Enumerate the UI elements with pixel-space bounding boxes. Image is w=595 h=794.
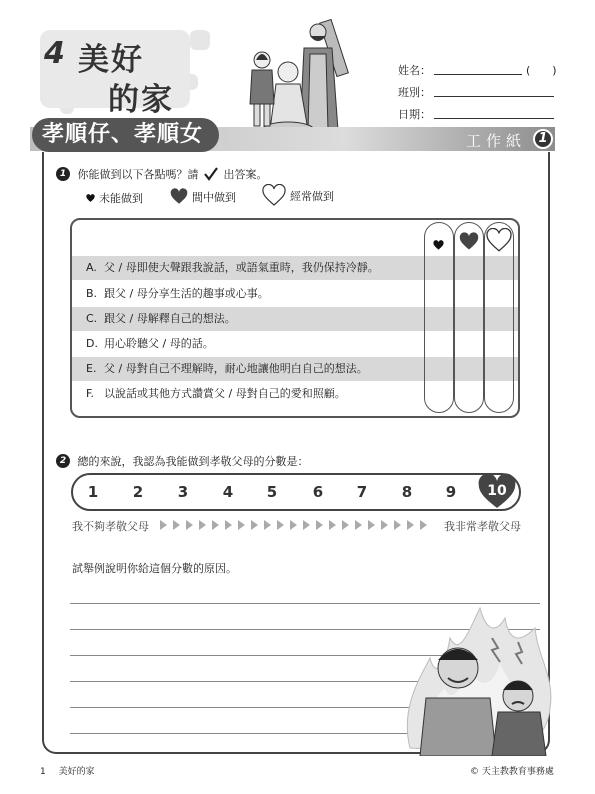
scale-left-label: 我不夠孝敬父母 bbox=[72, 520, 149, 533]
legend-label: 間中做到 bbox=[192, 191, 236, 204]
score-4[interactable]: 4 bbox=[222, 483, 234, 501]
class-line bbox=[434, 96, 554, 97]
chapter-title-line2: 的家 bbox=[108, 82, 174, 118]
class-number-paren: ( ) bbox=[526, 64, 557, 77]
reason-prompt: 試舉例說明你給這個分數的原因。 bbox=[72, 562, 237, 575]
legend-label: 經常做到 bbox=[290, 190, 334, 203]
scale-arrows bbox=[160, 518, 433, 530]
banner-title: 孝順仔、孝順女 bbox=[32, 118, 219, 152]
chapter-number: 4 bbox=[44, 36, 65, 71]
row-text: 跟父 / 母解釋自己的想法。 bbox=[104, 312, 236, 325]
class-field[interactable] bbox=[398, 84, 431, 100]
date-label: 日期： bbox=[398, 108, 431, 121]
row-letter: F. bbox=[86, 387, 95, 400]
row-letter: C. bbox=[86, 312, 98, 325]
row-letter: E. bbox=[86, 362, 97, 375]
decorative-square bbox=[190, 30, 210, 50]
question2-number: 2 bbox=[56, 454, 70, 468]
score-10-label: 10 bbox=[487, 483, 507, 499]
question1-text-tail: 出答案。 bbox=[223, 168, 268, 181]
question2-text: 總的來說，我認為我能做到孝敬父母的分數是： bbox=[77, 455, 309, 468]
filled-heart-icon bbox=[170, 188, 188, 206]
row-letter: A. bbox=[86, 261, 97, 274]
footer-left bbox=[40, 764, 95, 777]
row-letter: B. bbox=[86, 287, 98, 300]
date-field[interactable] bbox=[398, 106, 431, 122]
row-text: 跟父 / 母分享生活的趣事或心事。 bbox=[104, 287, 269, 300]
name-field[interactable] bbox=[398, 62, 557, 78]
score-6[interactable]: 6 bbox=[312, 483, 324, 501]
row-text: 以說話或其他方式讚賞父 / 母對自己的愛和照顧。 bbox=[104, 387, 346, 400]
question2-prompt bbox=[56, 453, 309, 469]
legend-item-often bbox=[262, 184, 334, 208]
score-3[interactable]: 3 bbox=[177, 483, 189, 501]
family-illustration bbox=[238, 18, 358, 142]
row-text: 父 / 母對自己不理解時，耐心地讓他明白自己的想法。 bbox=[104, 362, 368, 375]
score-2[interactable]: 2 bbox=[132, 483, 144, 501]
score-5[interactable]: 5 bbox=[266, 483, 278, 501]
question1-number: 1 bbox=[56, 167, 70, 181]
score-10[interactable] bbox=[477, 473, 517, 511]
small-heart-icon bbox=[86, 194, 95, 203]
scale-right-label: 我非常孝敬父母 bbox=[444, 520, 521, 533]
row-letter: D. bbox=[86, 337, 98, 350]
angry-family-illustration bbox=[400, 598, 560, 756]
legend-item-sometimes bbox=[170, 188, 236, 206]
class-label: 班別： bbox=[398, 86, 431, 99]
outline-heart-icon bbox=[486, 228, 512, 254]
score-9[interactable]: 9 bbox=[445, 483, 457, 501]
question1-prompt bbox=[56, 166, 268, 182]
outline-heart-icon bbox=[262, 184, 286, 208]
small-heart-icon bbox=[433, 240, 444, 251]
worksheet-number: 1 bbox=[533, 129, 553, 149]
filled-heart-icon bbox=[459, 232, 479, 252]
date-line bbox=[434, 118, 554, 119]
legend-label: 未能做到 bbox=[99, 192, 143, 205]
score-7[interactable]: 7 bbox=[356, 483, 368, 501]
book-title: 美好的家 bbox=[58, 767, 95, 777]
chapter-title-line1: 美好 bbox=[78, 42, 144, 78]
checkmark-icon bbox=[204, 167, 218, 181]
score-8[interactable]: 8 bbox=[401, 483, 413, 501]
name-label: 姓名： bbox=[398, 64, 431, 77]
footer-copyright: © 天主教教育事務處 bbox=[470, 767, 554, 777]
legend-item-not-yet bbox=[86, 190, 143, 206]
row-text: 父 / 母即使大聲跟我說話，或語氣重時，我仍保持冷靜。 bbox=[104, 261, 379, 274]
name-line bbox=[434, 74, 522, 75]
worksheet-label: 工作紙 bbox=[466, 132, 527, 150]
row-text: 用心聆聽父 / 母的話。 bbox=[104, 337, 214, 350]
score-1[interactable]: 1 bbox=[87, 483, 99, 501]
question1-text: 你能做到以下各點嗎？請 bbox=[77, 168, 199, 181]
page-number: 1 bbox=[40, 767, 46, 777]
